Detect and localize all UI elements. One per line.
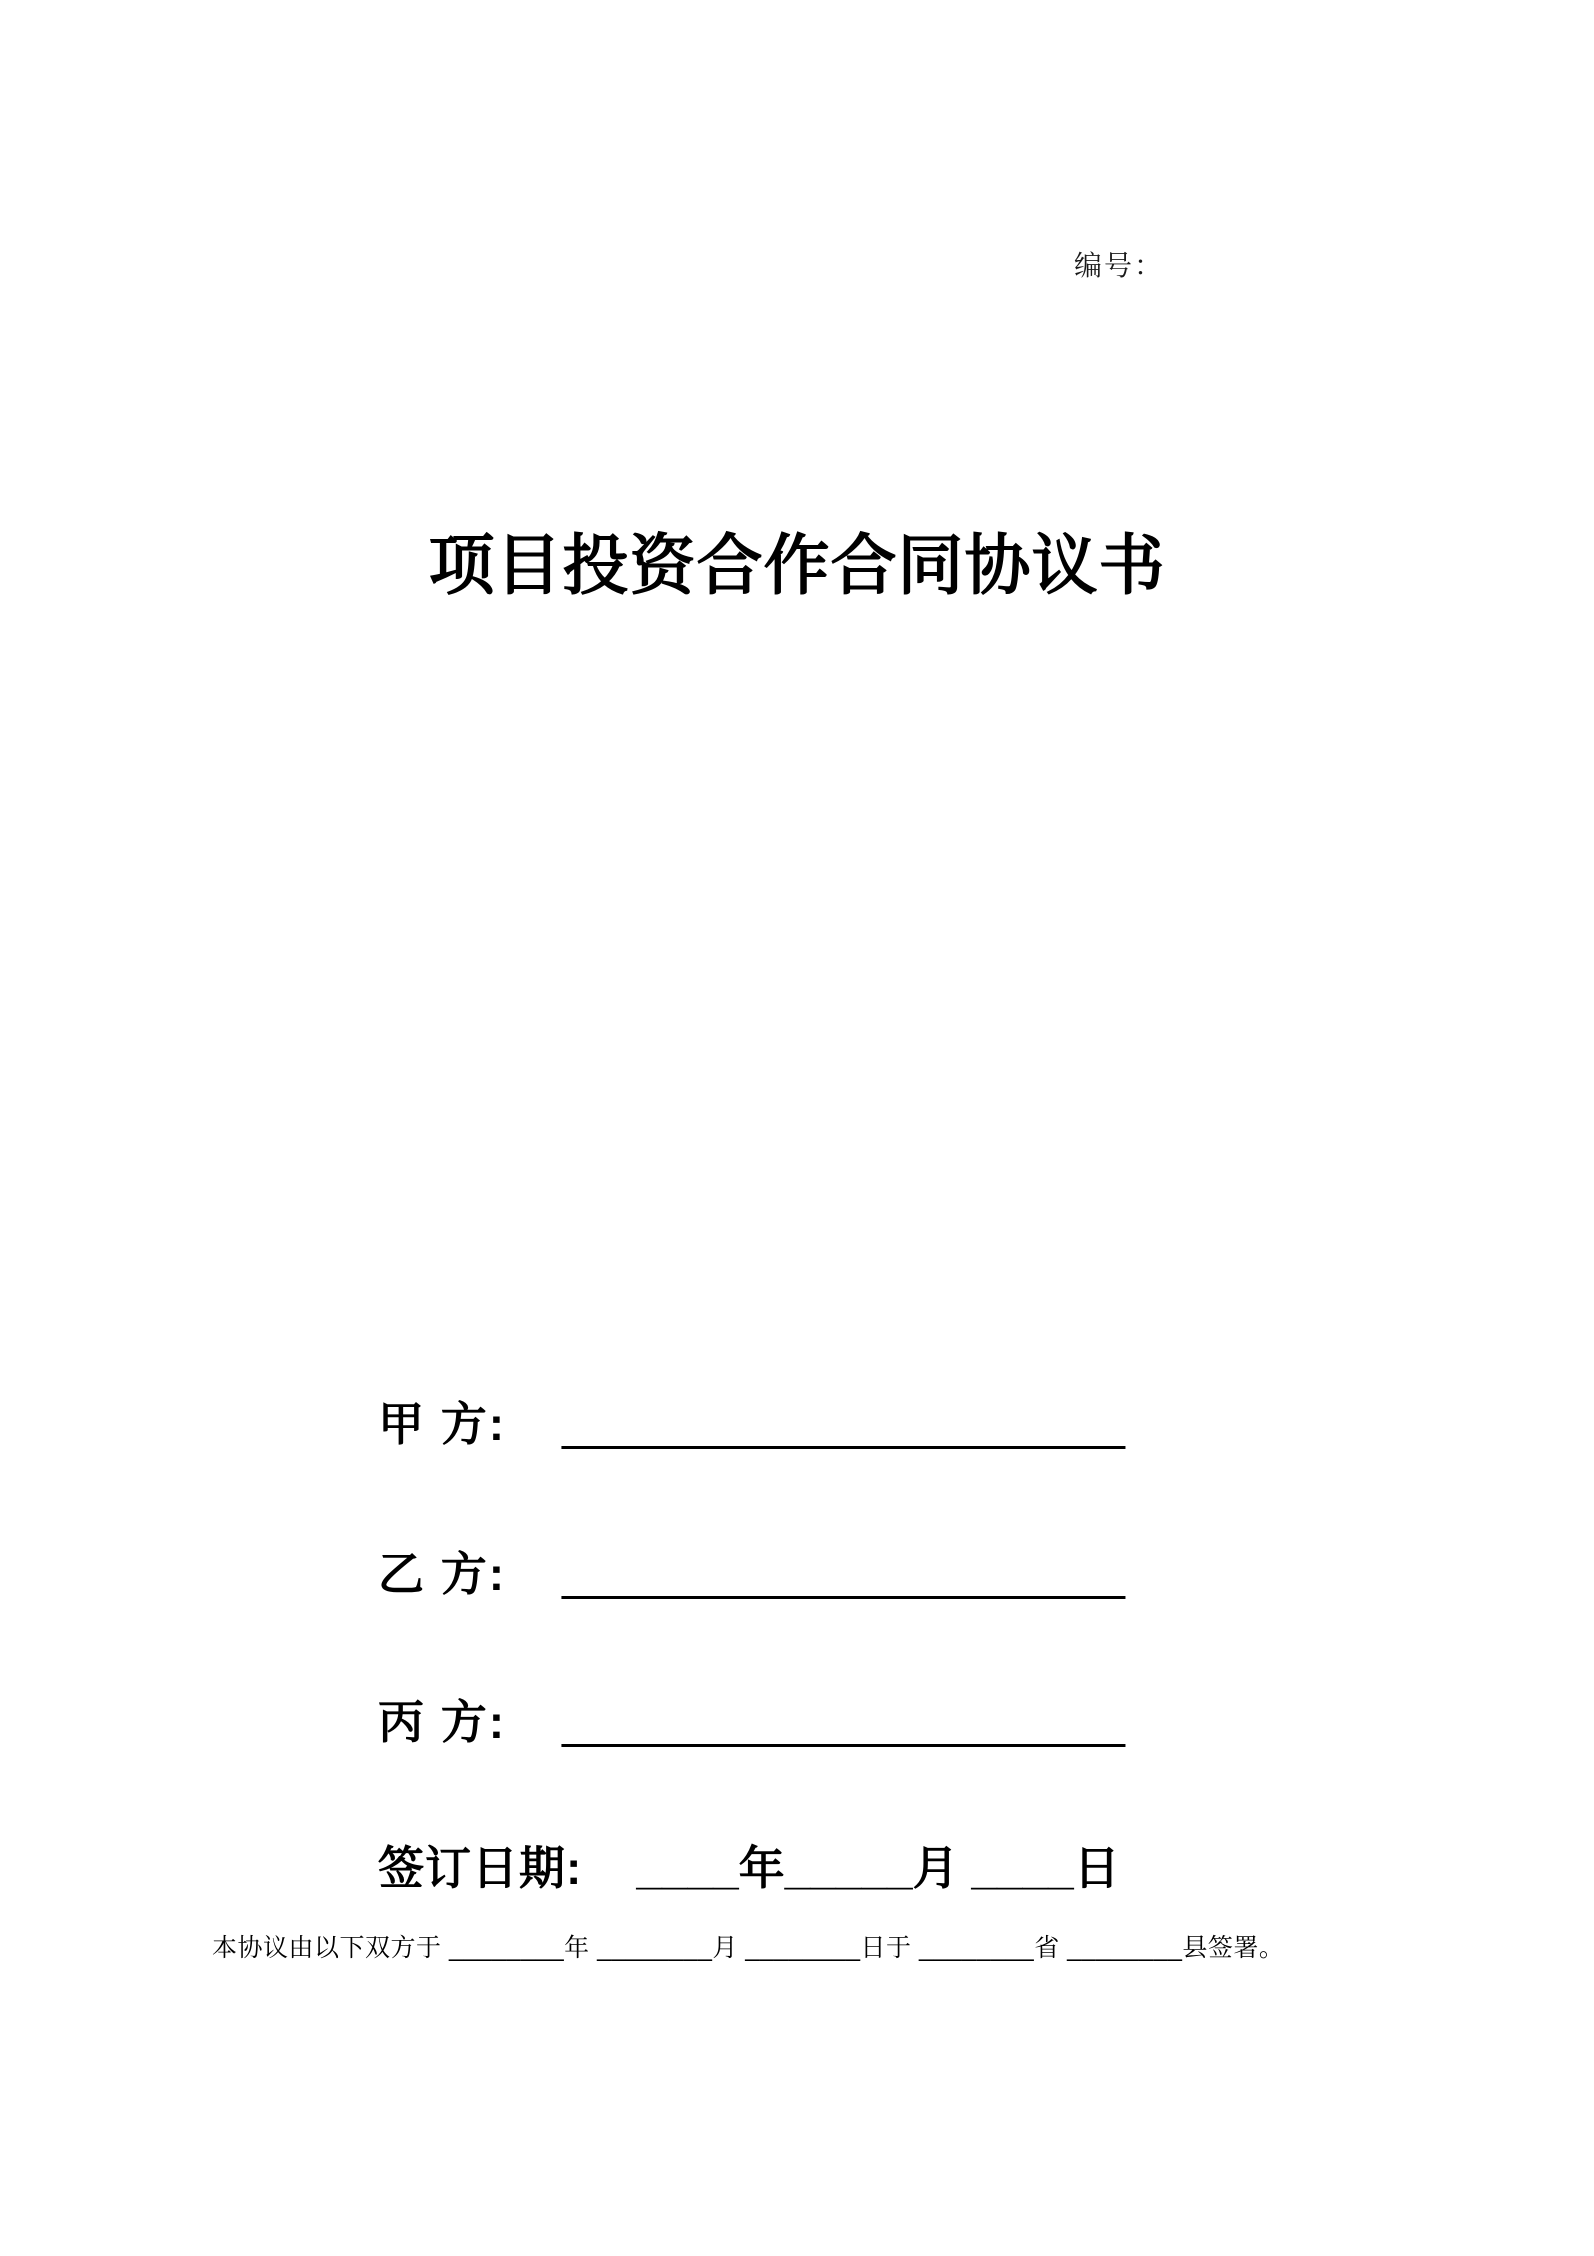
party-yi-blank-line: ______________________ bbox=[562, 1548, 1125, 1600]
party-jia-blank-line: ______________________ bbox=[562, 1398, 1125, 1450]
party-row-jia bbox=[378, 1398, 1125, 1451]
party-jia-label: 甲 方: bbox=[378, 1398, 507, 1450]
party-row-yi bbox=[378, 1548, 1125, 1601]
document-title: 项目投资合作合同协议书 bbox=[428, 528, 1166, 602]
party-row-bing bbox=[378, 1696, 1125, 1749]
sign-date-label: 签订日期: bbox=[378, 1842, 583, 1894]
signing-statement: 本协议由以下双方于 ________年 ________月 ________日于 ________省 ________县签署。 bbox=[212, 1934, 1285, 1962]
party-bing-blank-line: ______________________ bbox=[562, 1696, 1125, 1748]
party-bing-label: 丙 方: bbox=[378, 1696, 507, 1748]
sign-date-row bbox=[378, 1842, 1120, 1895]
sign-date-blank-line: ____年_____月 ____日 bbox=[636, 1842, 1120, 1894]
party-yi-label: 乙 方: bbox=[378, 1548, 507, 1600]
doc-number-label: 编号： bbox=[1074, 250, 1165, 281]
